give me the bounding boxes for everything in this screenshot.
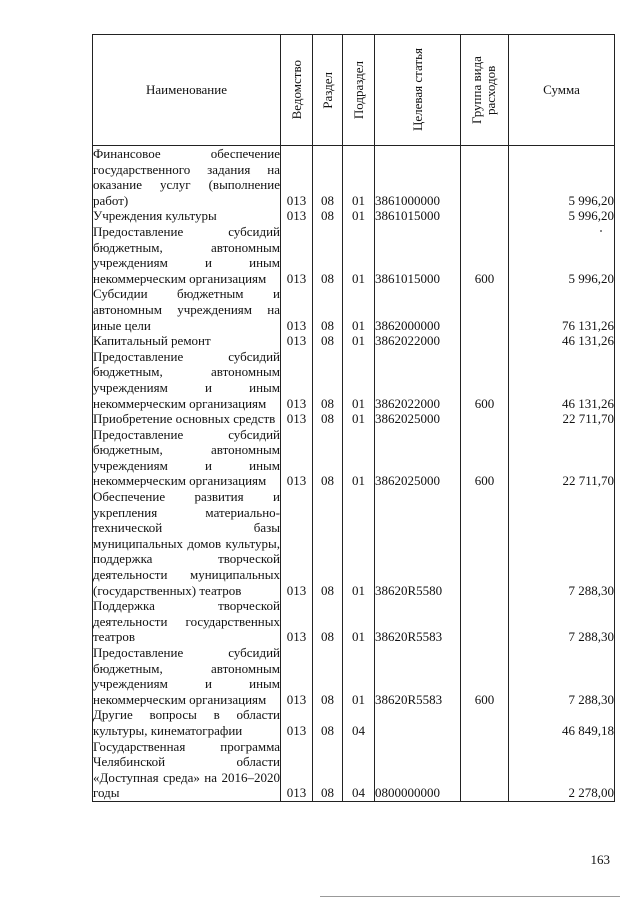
cell-group <box>461 411 509 427</box>
cell-sum: 46 131,26 <box>509 349 615 411</box>
cell-target: 3861000000 <box>375 146 461 209</box>
table-row <box>93 489 615 598</box>
cell-group: 600 <box>461 224 509 286</box>
cell-sum: 76 131,26 <box>509 286 615 333</box>
cell-subsection: 01 <box>343 489 375 598</box>
cell-section: 08 <box>313 333 343 349</box>
cell-section: 08 <box>313 427 343 489</box>
header-section: Раздел <box>313 35 343 146</box>
table-row <box>93 739 615 802</box>
cell-dept: 013 <box>281 598 313 645</box>
cell-target: 38620R5583 <box>375 598 461 645</box>
cell-subsection: 01 <box>343 208 375 224</box>
cell-section: 08 <box>313 224 343 286</box>
cell-dept: 013 <box>281 707 313 738</box>
cell-subsection: 01 <box>343 146 375 209</box>
cell-subsection: 01 <box>343 598 375 645</box>
scan-artifact-line <box>320 896 620 897</box>
header-group: Группа вида расходов <box>461 35 509 146</box>
cell-group <box>461 489 509 598</box>
cell-section: 08 <box>313 286 343 333</box>
cell-sum: 5 996,20 <box>509 208 615 224</box>
cell-subsection: 01 <box>343 333 375 349</box>
cell-dept: 013 <box>281 146 313 209</box>
cell-subsection: 04 <box>343 739 375 802</box>
cell-subsection: 01 <box>343 645 375 707</box>
cell-group <box>461 208 509 224</box>
table-row <box>93 645 615 707</box>
cell-group <box>461 598 509 645</box>
cell-dept: 013 <box>281 224 313 286</box>
cell-group <box>461 333 509 349</box>
cell-target: 0800000000 <box>375 739 461 802</box>
table-row <box>93 224 615 286</box>
table-row <box>93 598 615 645</box>
cell-sum: 7 288,30 <box>509 645 615 707</box>
cell-dept: 013 <box>281 645 313 707</box>
cell-dept: 013 <box>281 411 313 427</box>
cell-section: 08 <box>313 411 343 427</box>
cell-sum: 22 711,70 <box>509 411 615 427</box>
table-row <box>93 333 615 349</box>
cell-sum: 2 278,00 <box>509 739 615 802</box>
cell-sum: 5 996,20 <box>509 224 615 286</box>
cell-section: 08 <box>313 146 343 209</box>
header-subsection: Подраздел <box>343 35 375 146</box>
table-row <box>93 286 615 333</box>
cell-name: Предоставление субсидий бюджетным, автономным учреждениям и иным некоммерческим организациям <box>93 645 280 707</box>
cell-name: Обеспечение развития и укрепления материально-технической базы муниципальных домов культуры, поддержка творческой деятельности муниципальных (государственных) театров <box>93 489 280 598</box>
cell-group: 600 <box>461 349 509 411</box>
cell-section: 08 <box>313 489 343 598</box>
cell-name: Предоставление субсидий бюджетным, автономным учреждениям и иным некоммерческим организациям <box>93 348 280 411</box>
cell-subsection: 01 <box>343 349 375 411</box>
table-row <box>93 411 615 427</box>
cell-target: 38620R5583 <box>375 645 461 707</box>
cell-sum: 46 131,26 <box>509 333 615 349</box>
cell-target: 38620R5580 <box>375 489 461 598</box>
cell-dept: 013 <box>281 208 313 224</box>
cell-section: 08 <box>313 707 343 738</box>
cell-subsection: 04 <box>343 707 375 738</box>
cell-group: 600 <box>461 645 509 707</box>
cell-section: 08 <box>313 349 343 411</box>
cell-target: 3862022000 <box>375 349 461 411</box>
cell-subsection: 01 <box>343 427 375 489</box>
header-row <box>93 35 615 146</box>
cell-name: Предоставление субсидий бюджетным, автономным учреждениям и иным некоммерческим организациям <box>93 223 280 286</box>
header-dept: Ведомство <box>281 35 313 146</box>
cell-target: 3862025000 <box>375 427 461 489</box>
cell-name: Поддержка творческой деятельности государственных театров <box>93 598 280 645</box>
cell-subsection: 01 <box>343 224 375 286</box>
cell-group: 600 <box>461 427 509 489</box>
cell-dept: 013 <box>281 286 313 333</box>
cell-target: 3862000000 <box>375 286 461 333</box>
cell-name: Финансовое обеспечение государственного задания на оказание услуг (выполнение работ) <box>93 146 280 208</box>
cell-name: Капитальный ремонт <box>93 333 281 349</box>
cell-dept: 013 <box>281 489 313 598</box>
cell-sum: 7 288,30 <box>509 598 615 645</box>
table-row <box>93 349 615 411</box>
cell-name: Другие вопросы в области культуры, кинематографии <box>93 707 280 738</box>
cell-subsection: 01 <box>343 286 375 333</box>
cell-section: 08 <box>313 598 343 645</box>
cell-section: 08 <box>313 645 343 707</box>
header-sum: Сумма <box>509 35 615 146</box>
cell-sum: 22 711,70 <box>509 427 615 489</box>
scan-artifact-dot <box>600 230 602 232</box>
page-number: 163 <box>590 852 610 867</box>
cell-group <box>461 286 509 333</box>
cell-name: Государственная программа Челябинской области «Доступная среда» на 2016–2020 годы <box>93 738 280 801</box>
table-row <box>93 427 615 489</box>
cell-target: 3861015000 <box>375 208 461 224</box>
cell-target: 3861015000 <box>375 224 461 286</box>
header-target: Целевая статья <box>375 35 461 146</box>
cell-name: Учреждения культуры <box>93 208 281 224</box>
cell-target: 3862025000 <box>375 411 461 427</box>
cell-name: Предоставление субсидий бюджетным, автономным учреждениям и иным некоммерческим организациям <box>93 426 280 489</box>
cell-group <box>461 146 509 209</box>
budget-table <box>92 34 615 802</box>
cell-dept: 013 <box>281 739 313 802</box>
table-row <box>93 707 615 738</box>
cell-group <box>461 707 509 738</box>
cell-name: Субсидии бюджетным и автономным учреждениям на иные цели <box>93 286 280 333</box>
cell-sum: 46 849,18 <box>509 707 615 738</box>
cell-sum: 5 996,20 <box>509 146 615 209</box>
table-row <box>93 208 615 224</box>
cell-dept: 013 <box>281 349 313 411</box>
table-row <box>93 146 615 209</box>
cell-sum: 7 288,30 <box>509 489 615 598</box>
cell-subsection: 01 <box>343 411 375 427</box>
cell-section: 08 <box>313 739 343 802</box>
header-name: Наименование <box>93 35 281 146</box>
cell-target: 3862022000 <box>375 333 461 349</box>
cell-dept: 013 <box>281 333 313 349</box>
cell-name: Приобретение основных средств <box>93 411 281 427</box>
cell-target <box>375 707 461 738</box>
cell-dept: 013 <box>281 427 313 489</box>
cell-group <box>461 739 509 802</box>
cell-section: 08 <box>313 208 343 224</box>
